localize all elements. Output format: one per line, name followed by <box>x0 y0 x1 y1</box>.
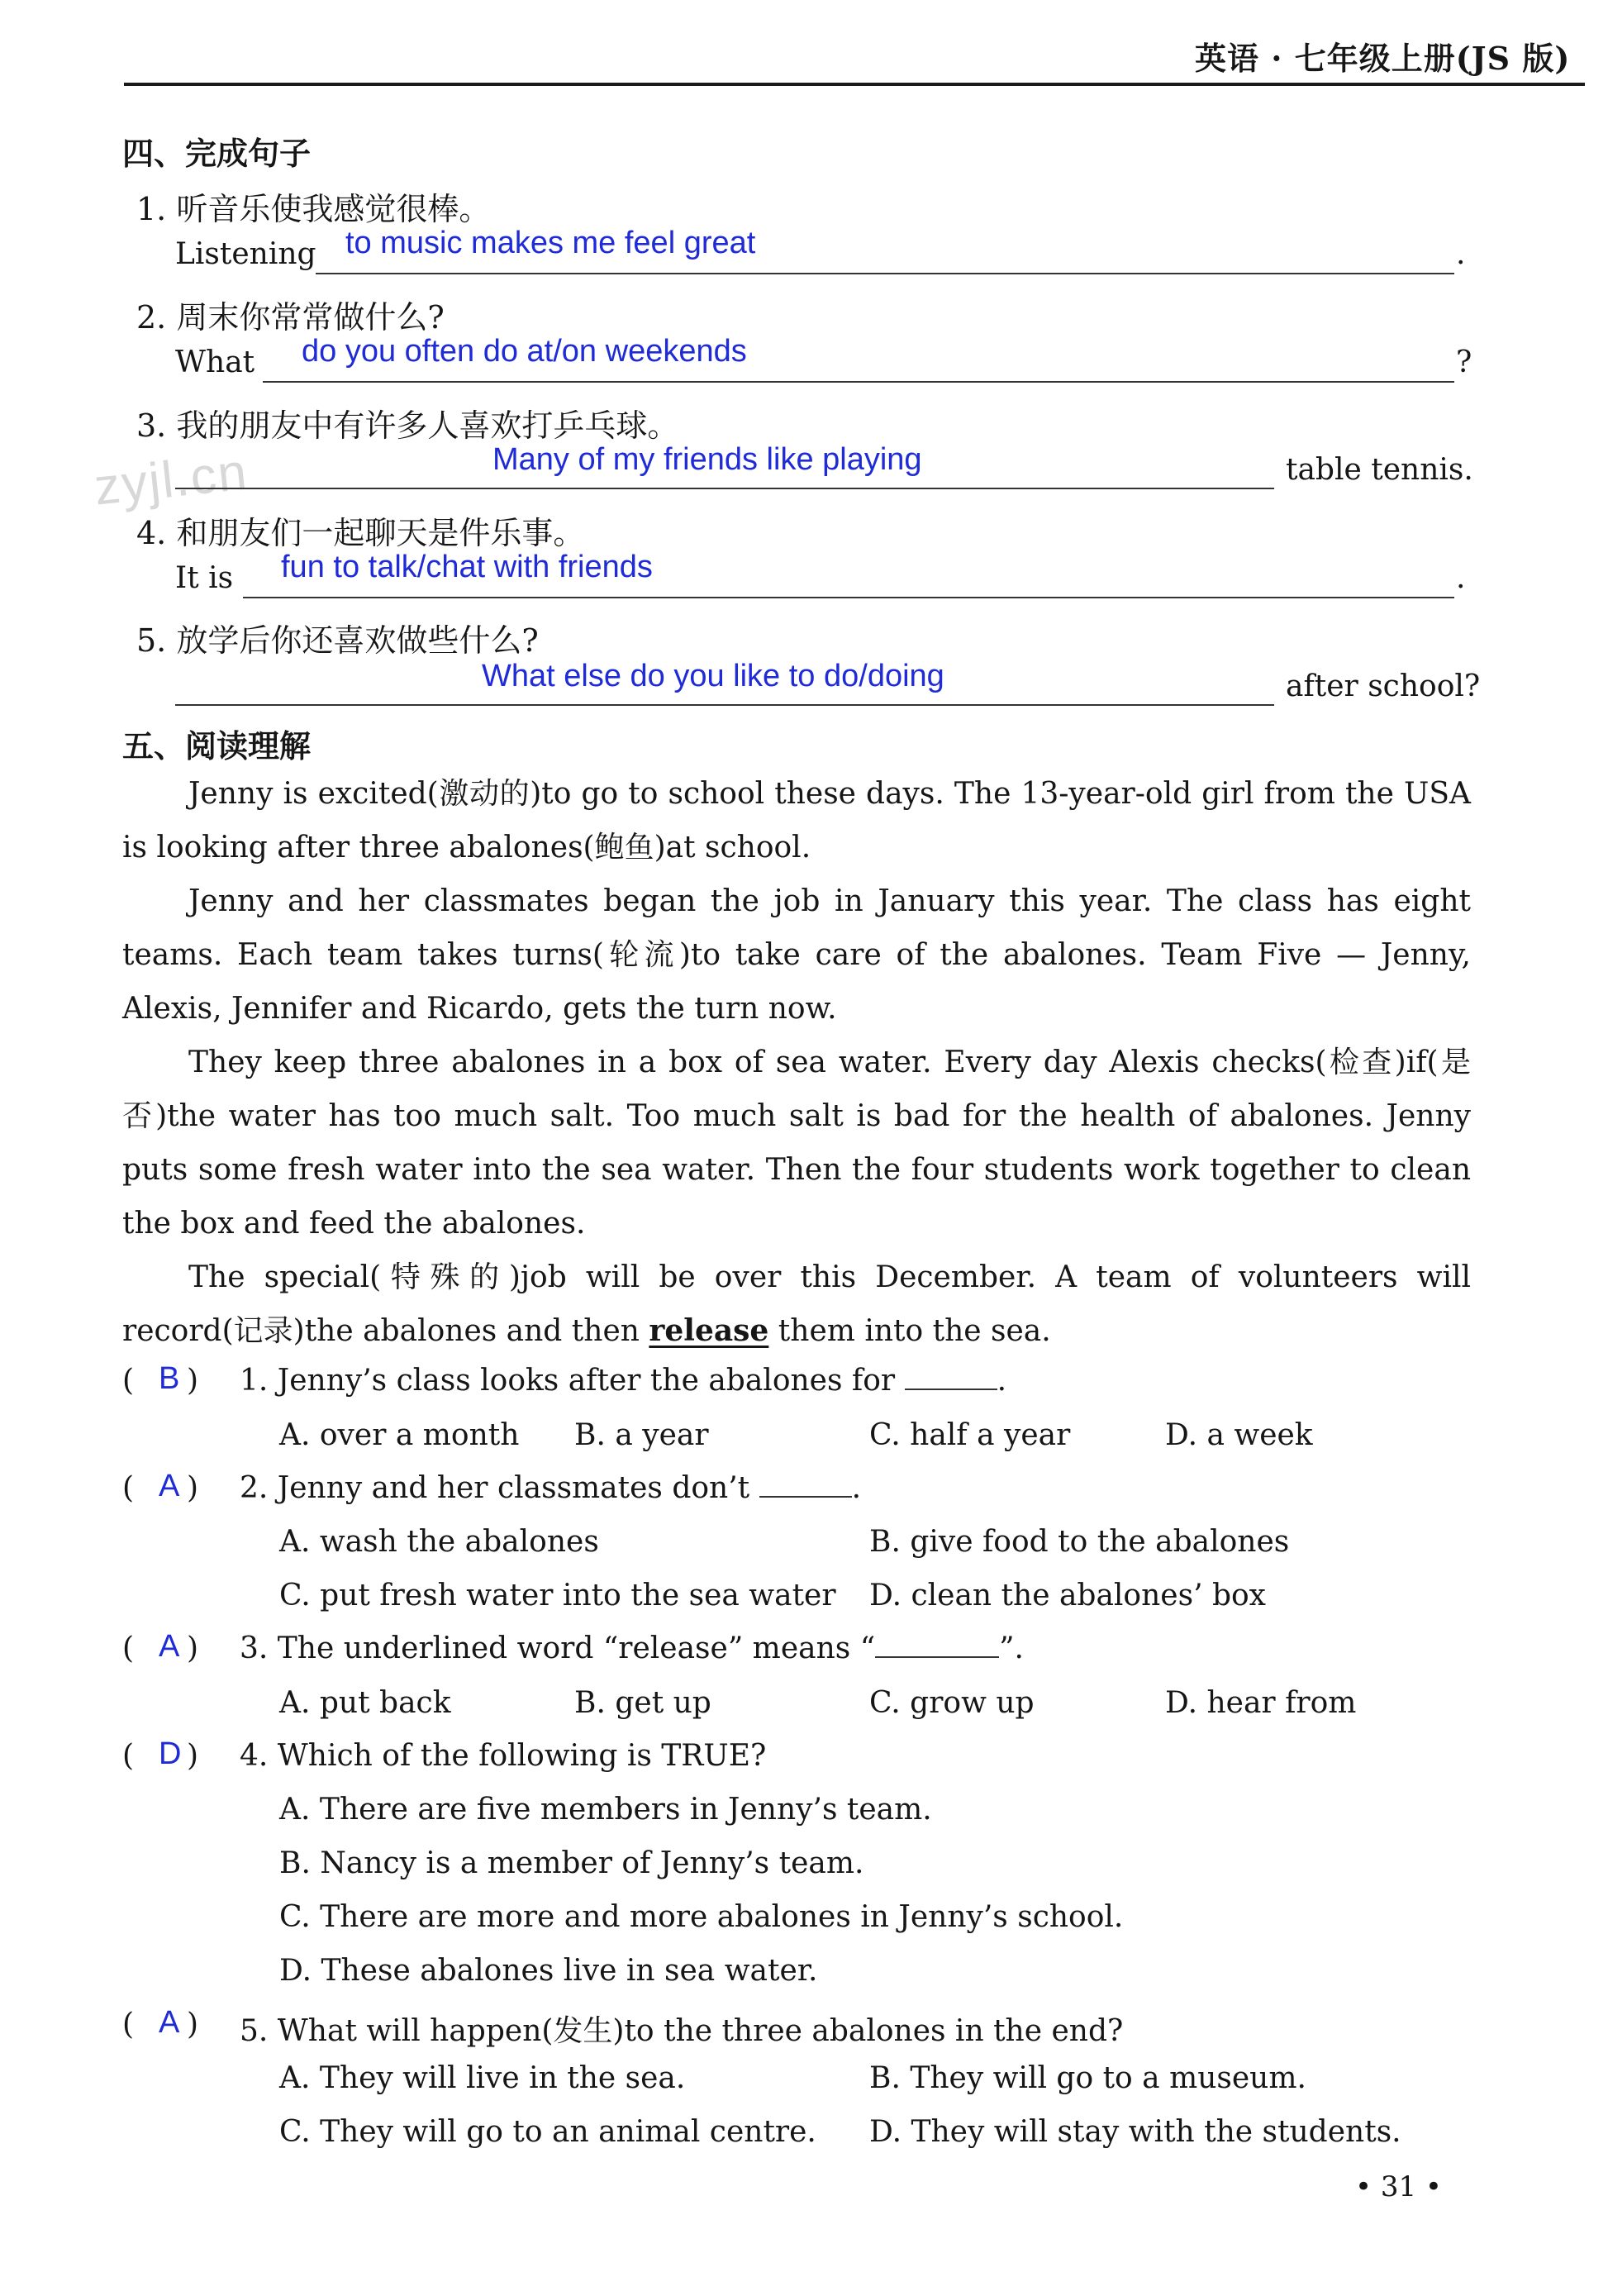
q1-option-c[interactable]: C. half a year <box>869 1418 1071 1452</box>
s4-item5-answer[interactable]: What else do you like to do/doing <box>482 659 944 693</box>
passage-paragraph-1: Jenny is excited(激动的)to go to school these days. The 13-year-old girl from the USA is looking after three abalones(鲍鱼)at school. <box>122 777 1471 865</box>
q3-blank <box>875 1631 999 1658</box>
q2-option-d[interactable]: D. clean the abalones’ box <box>869 1579 1266 1612</box>
q3-option-c[interactable]: C. grow up <box>869 1686 1035 1720</box>
q1-blank <box>905 1364 997 1390</box>
q4-option-d[interactable]: D. These abalones live in sea water. <box>279 1954 818 1988</box>
q4-option-a[interactable]: A. There are five members in Jenny’s team. <box>279 1793 932 1827</box>
s4-item1-prefix: Listening <box>175 237 316 271</box>
s4-item1-suffix: . <box>1456 237 1466 271</box>
q2-option-c[interactable]: C. put fresh water into the sea water <box>279 1579 836 1612</box>
q4-option-b[interactable]: B. Nancy is a member of Jenny’s team. <box>279 1846 864 1880</box>
s4-item3-blank-line <box>175 488 1274 489</box>
passage-paragraph-3: They keep three abalones in a box of sea water. Every day Alexis checks(检查)if(是否)the water has too much salt. Too much salt is bad for the health of abalones. Jenny puts some fresh water into the sea water. Then the four students work together to clean the box and feed the abalones. <box>122 1046 1471 1241</box>
passage-p4-text-after: them into the sea. <box>768 1314 1051 1348</box>
s4-item3-suffix: table tennis. <box>1286 453 1473 487</box>
q1-answer[interactable]: B <box>159 1361 180 1396</box>
s4-item1-answer[interactable]: to music makes me feel great <box>345 226 756 260</box>
section5-heading: 五、阅读理解 <box>122 727 312 765</box>
s4-item2-prefix: What <box>175 345 255 379</box>
q2-answer[interactable]: A <box>159 1469 180 1503</box>
s4-item5-chinese: 5. 放学后你还喜欢做些什么? <box>136 622 539 659</box>
s4-item3-answer[interactable]: Many of my friends like playing <box>492 442 922 477</box>
q5-answer-bracket: ( ) <box>122 2008 199 2041</box>
s4-item4-suffix: . <box>1456 561 1466 595</box>
s4-item5-blank-line <box>175 704 1274 706</box>
s4-item2-answer[interactable]: do you often do at/on weekends <box>302 334 747 369</box>
passage-p4-text-before: The special(特殊的)job will be over this December. A team of volunteers will record(记录)the abalones and then <box>122 1260 1471 1348</box>
q4-answer[interactable]: D <box>159 1736 182 1771</box>
s4-item1-blank-line <box>316 273 1454 274</box>
q5-stem: 5. What will happen(发生)to the three abalones in the end? <box>240 2014 1124 2048</box>
page-header-title: 英语 · 七年级上册(JS 版) <box>1195 40 1571 77</box>
q2-stem: 2. Jenny and her classmates don’t . <box>240 1471 862 1505</box>
q5-option-d[interactable]: D. They will stay with the students. <box>869 2115 1401 2149</box>
q4-stem: 4. Which of the following is TRUE? <box>240 1739 767 1773</box>
s4-item5-suffix: after school? <box>1286 669 1481 703</box>
header-rule <box>124 83 1585 86</box>
s4-item2-chinese: 2. 周末你常常做什么? <box>136 299 445 336</box>
q5-option-b[interactable]: B. They will go to a museum. <box>869 2061 1306 2095</box>
q3-answer-bracket: ( ) <box>122 1631 199 1665</box>
s4-item4-prefix: It is <box>175 561 234 595</box>
s4-item1-chinese: 1. 听音乐使我感觉很棒。 <box>136 191 491 227</box>
page-number: • 31 • <box>1355 2170 1442 2203</box>
q4-answer-bracket: ( ) <box>122 1739 199 1773</box>
q3-option-b[interactable]: B. get up <box>574 1686 711 1720</box>
q5-option-c[interactable]: C. They will go to an animal centre. <box>279 2115 816 2149</box>
q3-option-d[interactable]: D. hear from <box>1165 1686 1357 1720</box>
q2-option-a[interactable]: A. wash the abalones <box>279 1525 599 1559</box>
watermark: zyjl.cn <box>91 443 251 517</box>
s4-item3-chinese: 3. 我的朋友中有许多人喜欢打乒乓球。 <box>136 407 679 444</box>
passage-paragraph-4 <box>122 1250 1471 1358</box>
q2-option-b[interactable]: B. give food to the abalones <box>869 1525 1290 1559</box>
q2-answer-bracket: ( ) <box>122 1471 199 1505</box>
q4-option-c[interactable]: C. There are more and more abalones in Jenny’s school. <box>279 1900 1124 1934</box>
q1-stem: 1. Jenny’s class looks after the abalones for . <box>240 1364 1007 1398</box>
q3-answer[interactable]: A <box>159 1629 180 1664</box>
q1-answer-bracket: ( ) <box>122 1364 199 1398</box>
q5-answer[interactable]: A <box>159 2005 180 2040</box>
underlined-word-release: release <box>649 1313 769 1348</box>
q1-option-d[interactable]: D. a week <box>1165 1418 1313 1452</box>
q3-stem: 3. The underlined word “release” means “ ”. <box>240 1631 1024 1665</box>
q2-blank <box>759 1471 852 1498</box>
q1-option-a[interactable]: A. over a month <box>279 1418 520 1452</box>
s4-item4-answer[interactable]: fun to talk/chat with friends <box>281 550 653 584</box>
q1-option-b[interactable]: B. a year <box>574 1418 709 1452</box>
q3-option-a[interactable]: A. put back <box>279 1686 451 1720</box>
q5-option-a[interactable]: A. They will live in the sea. <box>279 2061 686 2095</box>
s4-item4-blank-line <box>243 597 1454 598</box>
s4-item2-blank-line <box>263 381 1454 383</box>
passage-paragraph-2: Jenny and her classmates began the job in January this year. The class has eight teams. Each team takes turns(轮流)to take care of the abalones. Team Five — Jenny, Alexis, Jennifer and Ricardo, gets the turn now. <box>122 884 1471 1026</box>
s4-item4-chinese: 4. 和朋友们一起聊天是件乐事。 <box>136 515 585 551</box>
section4-heading: 四、完成句子 <box>122 135 312 172</box>
s4-item2-suffix: ? <box>1456 345 1472 379</box>
